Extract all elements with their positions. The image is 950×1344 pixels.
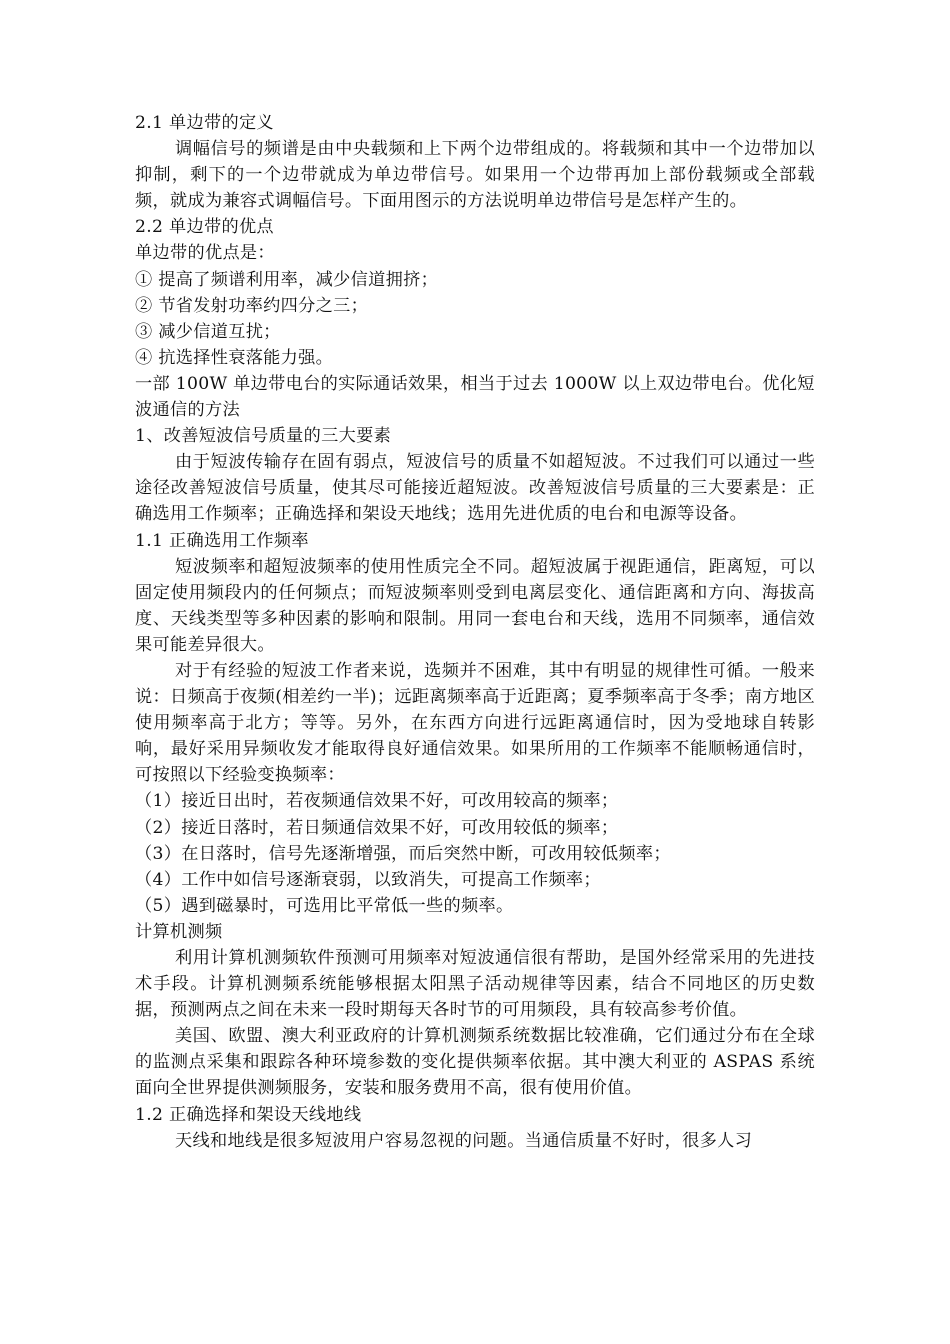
section-heading: 计算机测频: [135, 921, 223, 942]
list-item: ② 节省发射功率约四分之三；: [135, 295, 369, 316]
paragraph: 天线和地线是很多短波用户容易忽视的问题。当通信质量不好时，很多人习: [175, 1130, 753, 1151]
document-page: [135, 110, 815, 1154]
list-item: （4）工作中如信号逐渐衰弱，以致消失，可提高工作频率；: [135, 869, 601, 890]
list-item: ④ 抗选择性衰落能力强。: [135, 347, 334, 368]
paragraph: 利用计算机测频软件预测可用频率对短波通信很有帮助，是国外经常采用的先进技术手段。计算机测频系统能够根据太阳黑子活动规律等因素，结合不同地区的历史数据，预测两点之间在未来一段时期每天各时节的可用频段，具有较高参考价值。: [135, 948, 815, 1021]
list-item: （1）接近日出时，若夜频通信效果不好，可改用较高的频率；: [135, 791, 619, 812]
text-line: 一部 100W 单边带电台的实际通话效果，相当于过去 1000W 以上双边带电台。优化短波通信的方法: [135, 373, 815, 421]
section-heading: 1.1 正确选用工作频率: [135, 530, 309, 551]
list-item: ③ 减少信道互扰；: [135, 321, 281, 342]
section-heading: 2.1 单边带的定义: [135, 113, 274, 133]
paragraph: 美国、欧盟、澳大利亚政府的计算机测频系统数据比较准确，它们通过分布在全球的监测点采集和跟踪各种环境参数的变化提供频率依据。其中澳大利亚的 ASPAS 系统面向全世界提供测频服务，安装和服务费用不高，很有使用价值。: [135, 1026, 815, 1099]
list-item: （2）接近日落时，若日频通信效果不好，可改用较低的频率；: [135, 817, 619, 838]
paragraph: 对于有经验的短波工作者来说，选频并不困难，其中有明显的规律性可循。一般来说：日频高于夜频(相差约一半)；远距离频率高于近距离；夏季频率高于冬季；南方地区使用频率高于北方；等等。另外，在东西方向进行远距离通信时，因为受地球自转影响，最好采用异频收发才能取得良好通信效果。如果所用的工作频率不能顺畅通信时，可按照以下经验变换频率：: [135, 660, 815, 786]
paragraph: 由于短波传输存在固有弱点，短波信号的质量不如超短波。不过我们可以通过一些途径改善短波信号质量，使其尽可能接近超短波。改善短波信号质量的三大要素是：正确选用工作频率；正确选择和架设天地线；选用先进优质的电台和电源等设备。: [135, 452, 815, 525]
list-item: ① 提高了频谱利用率，减少信道拥挤；: [135, 269, 439, 290]
list-item: （5）遇到磁暴时，可选用比平常低一些的频率。: [135, 895, 514, 916]
list-item: （3）在日落时，信号先逐渐增强，而后突然中断，可改用较低频率；: [135, 843, 671, 864]
section-heading: 1.2 正确选择和架设天线地线: [135, 1104, 362, 1125]
paragraph: 短波频率和超短波频率的使用性质完全不同。超短波属于视距通信，距离短，可以固定使用频段内的任何频点；而短波频率则受到电离层变化、通信距离和方向、海拔高度、天线类型等多种因素的影响和限制。用同一套电台和天线，选用不同频率，通信效果可能差异很大。: [135, 556, 815, 655]
text-line: 单边带的优点是：: [135, 243, 275, 264]
paragraph: 调幅信号的频谱是由中央载频和上下两个边带组成的。将载频和其中一个边带加以抑制，剩下的一个边带就成为单边带信号。如果用一个边带再加上部份载频或全部载频，就成为兼容式调幅信号。下面用图示的方法说明单边带信号是怎样产生的。: [135, 139, 815, 212]
section-heading: 1、改善短波信号质量的三大要素: [135, 426, 392, 447]
section-heading: 2.2 单边带的优点: [135, 217, 274, 238]
